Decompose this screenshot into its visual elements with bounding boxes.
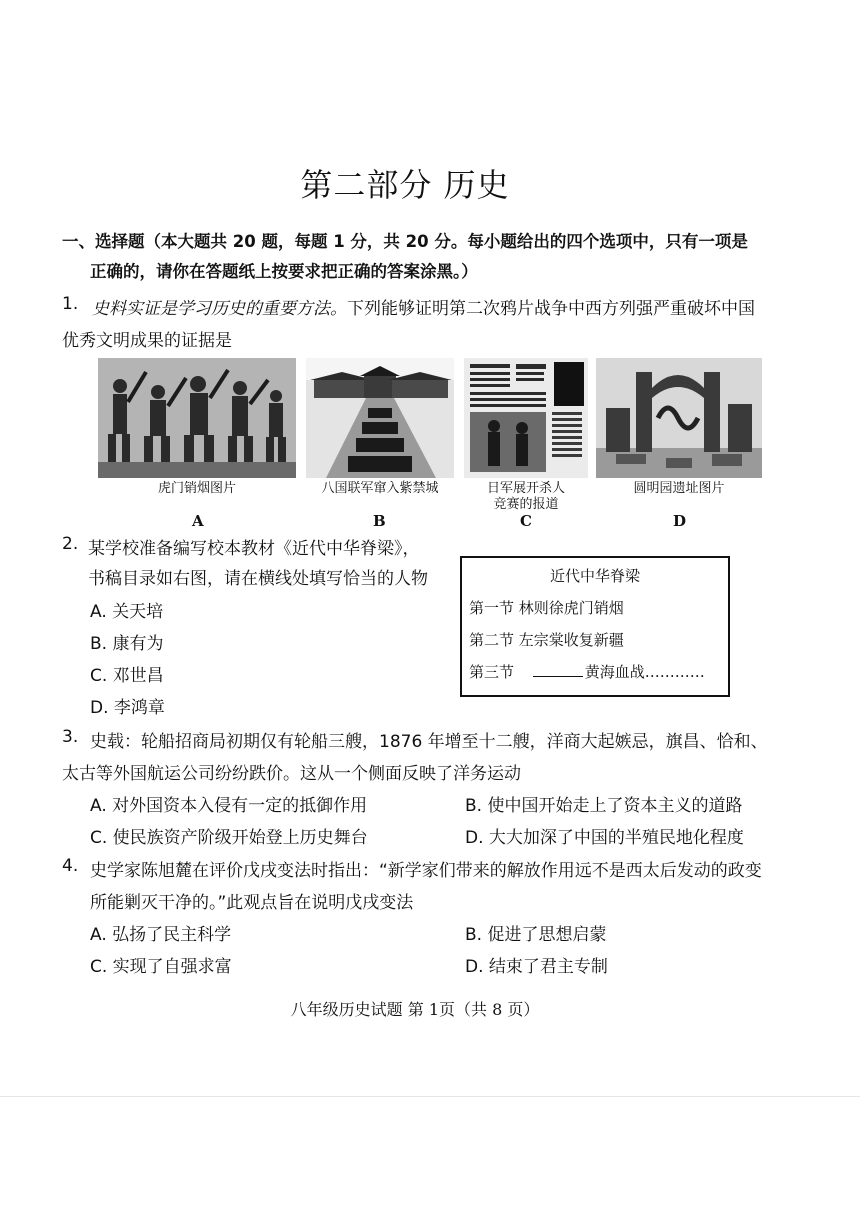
answer-blank[interactable] — [533, 675, 583, 677]
question-number: 1. — [62, 294, 79, 314]
option-d[interactable]: D. 大大加深了中国的半殖民地化程度 — [465, 828, 744, 848]
option-d[interactable]: D. 李鸿章 — [90, 698, 165, 718]
photo-humen-relief — [98, 358, 296, 478]
photo-yuanmingyuan-ruins — [596, 358, 762, 478]
toc-row-1: 第一节 林则徐虎门销烟 — [469, 599, 624, 617]
toc-row-2: 第二节 左宗棠收复新疆 — [469, 631, 624, 649]
question-number: 4. — [62, 856, 79, 876]
question-2-stem-line2: 书稿目录如右图，请在横线处填写恰当的人物 — [88, 569, 428, 589]
option-b[interactable]: B. 促进了思想启蒙 — [465, 925, 607, 945]
photo-caption-c2: 竞赛的报道 — [493, 497, 559, 512]
question-4-stem-line2: 所能剿灭干净的。”此观点旨在说明戊戌变法 — [90, 893, 414, 913]
option-c[interactable]: C. 实现了自强求富 — [90, 957, 232, 977]
photo-forbidden-city — [306, 358, 454, 478]
question-3-stem-line2: 太古等外国航运公司纷纷跌价。这从一个侧面反映了洋务运动 — [62, 764, 521, 784]
photo-newspaper-report — [464, 358, 588, 478]
question-1-stem-line2: 优秀文明成果的证据是 — [62, 331, 232, 351]
option-c-letter[interactable]: C — [520, 512, 532, 530]
page-divider — [0, 1096, 860, 1097]
photo-caption-b: 八国联军窜入紫禁城 — [321, 481, 439, 496]
option-b[interactable]: B. 使中国开始走上了资本主义的道路 — [465, 796, 743, 816]
question-1-stem-rest: 下列能够证明第二次鸦片战争中西方列强严重破坏中国 — [347, 299, 755, 319]
page-title: 第二部分 历史 — [300, 166, 510, 204]
option-c[interactable]: C. 邓世昌 — [90, 666, 164, 686]
toc-row-3-tail: 黄海血战………… — [584, 663, 705, 681]
toc-title: 近代中华脊梁 — [549, 567, 640, 585]
option-a[interactable]: A. 关天培 — [90, 602, 164, 622]
option-d[interactable]: D. 结束了君主专制 — [465, 957, 608, 977]
page-footer: 八年级历史试题 第 1页（共 8 页） — [290, 1000, 540, 1019]
question-number: 2. — [62, 534, 79, 554]
photo-caption-d: 圆明园遗址图片 — [633, 481, 725, 496]
section-heading-line2: 正确的，请你在答题纸上按要求把正确的答案涂黑。） — [90, 262, 478, 281]
option-a[interactable]: A. 弘扬了民主科学 — [90, 925, 232, 945]
option-c[interactable]: C. 使民族资产阶级开始登上历史舞台 — [90, 828, 368, 848]
question-4-stem-line1: 史学家陈旭麓在评价戊戌变法时指出：“新学家们带来的解放作用远不是西太后发动的政变 — [90, 861, 762, 881]
option-b-letter[interactable]: B — [373, 512, 386, 530]
photo-caption-c1: 日军展开杀人 — [486, 481, 565, 496]
option-a-letter[interactable]: A — [192, 512, 204, 530]
photo-caption-a: 虎门销烟图片 — [157, 481, 236, 496]
option-d-letter[interactable]: D — [673, 512, 687, 530]
option-b[interactable]: B. 康有为 — [90, 634, 164, 654]
question-2-stem-line1: 某学校准备编写校本教材《近代中华脊梁》， — [88, 539, 420, 559]
question-3-stem-line1: 史载：轮船招商局初期仅有轮船三艘，1876 年增至十二艘，洋商大起嫉忌，旗昌、恰和、 — [90, 732, 768, 752]
question-1-stem-styled: 史料实证是学习历史的重要方法。 — [92, 299, 347, 319]
section-heading-line1: 一、选择题（本大题共 20 题，每题 1 分，共 20 分。每小题给出的四个选项中，只有一项是 — [62, 232, 748, 251]
question-number: 3. — [62, 727, 79, 747]
toc-row-3-label: 第三节 — [469, 663, 515, 681]
option-a[interactable]: A. 对外国资本入侵有一定的抵御作用 — [90, 796, 368, 816]
